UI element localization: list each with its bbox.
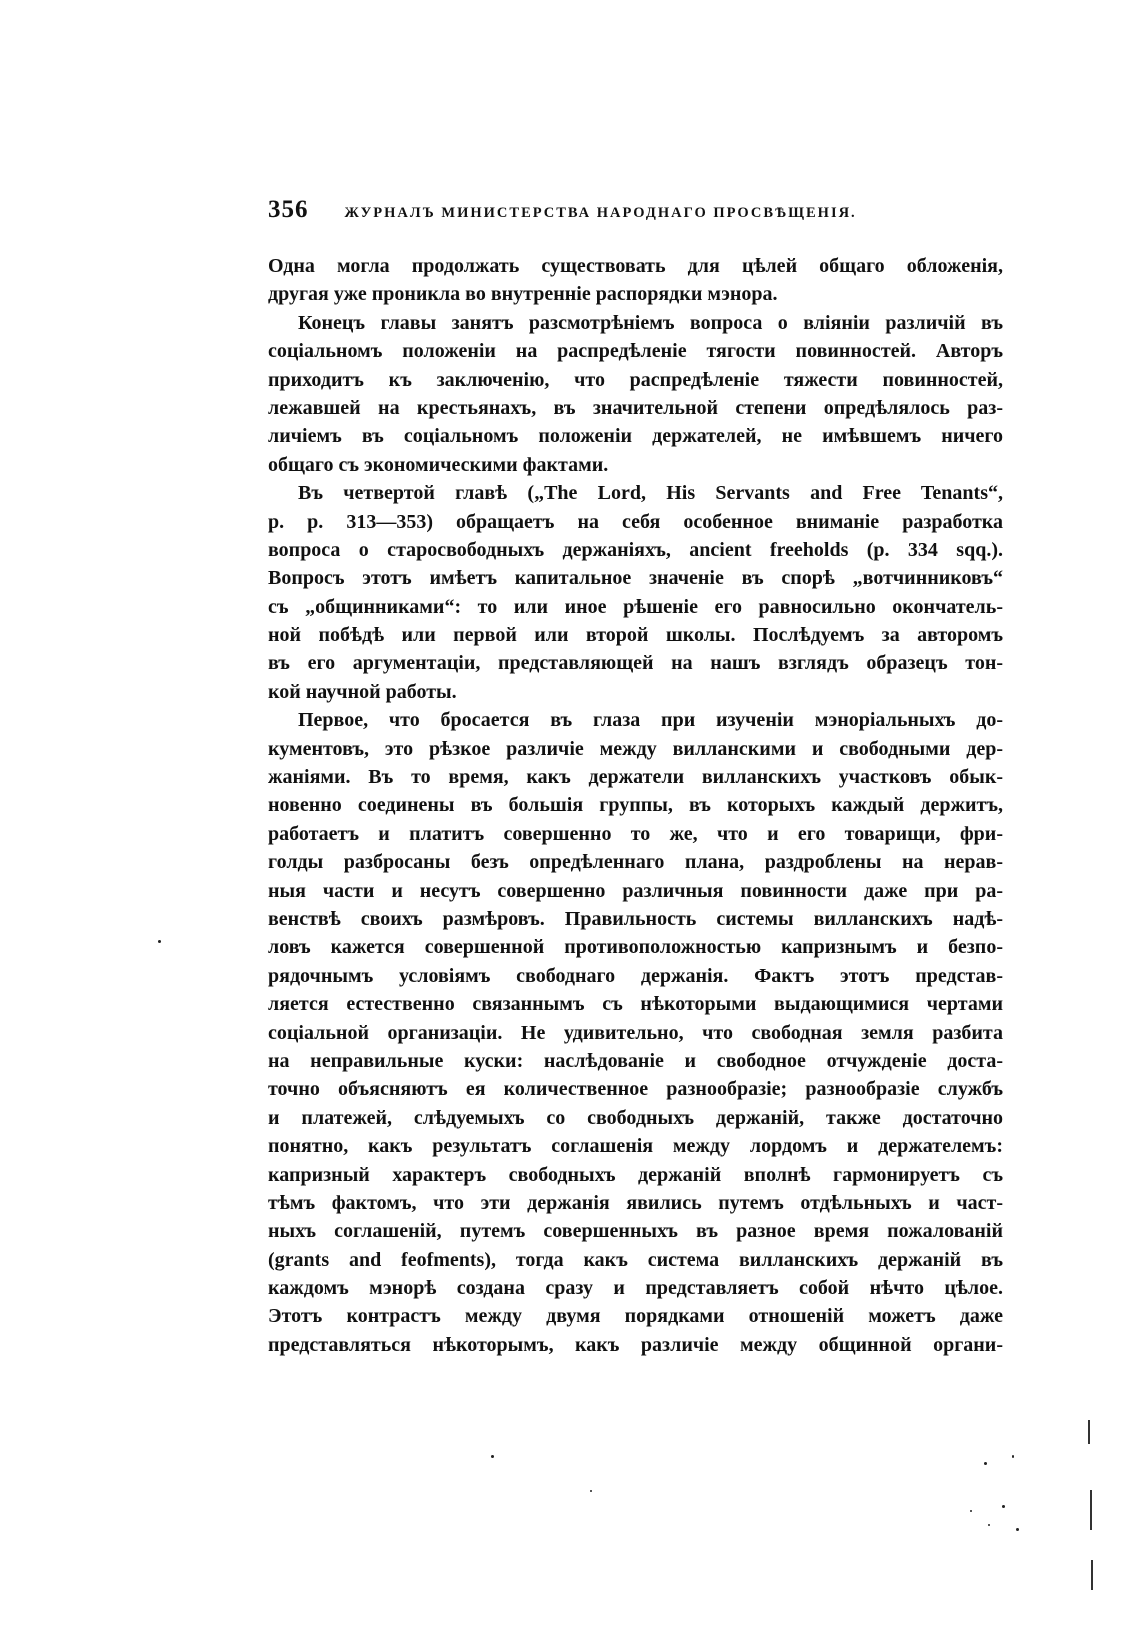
text-line: Вопросъ этотъ имѣетъ капитальное значеніе въ спорѣ „вотчинниковъ“: [268, 567, 1003, 590]
text-line: представляться нѣкоторымъ, какъ различіе между общинной органи-: [268, 1333, 1003, 1356]
text-line: и платежей, слѣдуемыхъ со свободныхъ держаній, также достаточно: [268, 1106, 1003, 1129]
running-title: ЖУРНАЛЪ МИНИСТЕРСТВА НАРОДНАГО ПРОСВѢЩЕНІЯ.: [344, 205, 857, 221]
text-line: Этотъ контрастъ между двумя порядками отношеній можетъ даже: [268, 1305, 1003, 1328]
scan-speck: [1012, 1455, 1014, 1458]
text-line: ляется естественно связаннымъ съ нѣкоторыми выдающимися чертами: [268, 993, 1003, 1016]
scan-speck: [1016, 1528, 1019, 1531]
text-line: капризный характеръ свободныхъ держаній вполнѣ гармонируетъ съ: [268, 1163, 1003, 1186]
text-line: ной побѣдѣ или первой или второй школы. Послѣдуемъ за авторомъ: [268, 624, 1003, 647]
scan-speck: [1002, 1505, 1005, 1508]
text-line: тѣмъ фактомъ, что эти держанія явились путемъ отдѣльныхъ и част-: [268, 1191, 1003, 1214]
text-line: въ его аргументаціи, представляющей на нашъ взглядъ образецъ тон-: [268, 652, 1003, 675]
text-line: ныхъ соглашеній, путемъ совершенныхъ въ разное время пожалованій: [268, 1220, 1003, 1243]
text-line: рядочнымъ условіямъ свободнаго держанія. Фактъ этотъ представ-: [268, 964, 1003, 987]
text-line: на неправильные куски: наслѣдованіе и свободное отчужденіе доста-: [268, 1049, 1003, 1072]
scan-mark: [1091, 1560, 1093, 1590]
text-line: новенно соединены въ большія группы, въ которыхъ каждый держитъ,: [268, 794, 1003, 817]
text-line: Конецъ главы занятъ разсмотрѣніемъ вопроса о вліяніи различiй въ: [298, 311, 1003, 334]
scan-mark: [1090, 1490, 1092, 1530]
text-line: приходитъ къ заключенію, что распредѣленіе тяжести повинностей,: [268, 368, 1003, 391]
text-line: соціальномъ положеніи на распредѣленiе тягости повинностей. Авторъ: [268, 340, 1003, 363]
text-line: общаго съ экономическими фактами.: [268, 453, 609, 476]
text-line: каждомъ мэнорѣ создана сразу и представляетъ собой нѣчто цѣлое.: [268, 1277, 1003, 1300]
text-line: ныя части и несутъ совершенно различныя повинности даже при ра-: [268, 879, 1003, 902]
scan-speck: [988, 1524, 990, 1526]
scan-speck: [984, 1462, 987, 1465]
text-line: понятно, какъ результатъ соглашенія между лордомъ и держателемъ:: [268, 1135, 1003, 1158]
text-line: венствѣ своихъ размѣровъ. Правильность системы вилланскихъ надѣ-: [268, 907, 1003, 930]
scan-speck: [590, 1490, 592, 1492]
text-line: Первое, что бросается въ глаза при изученіи мэноріальныхъ до-: [298, 709, 1003, 732]
text-line: другая уже проникла во внутреннiе распорядки мэнора.: [268, 283, 778, 306]
text-line: p. p. 313—353) обращаетъ на себя особенное вниманіе разработка: [268, 510, 1003, 533]
text-line: съ „общинниками“: то или иное рѣшеніе его равносильно окончатель-: [268, 595, 1003, 618]
text-line: кументовъ, это рѣзкое различіе между вилланскими и свободными дер-: [268, 737, 1003, 760]
text-line: лежавшей на крестьянахъ, въ значительной степени опредѣлялось раз-: [268, 396, 1003, 419]
text-line: личіемъ въ соціальномъ положеніи держателей, не имѣвшемъ ничего: [268, 425, 1003, 448]
scan-speck: [158, 940, 161, 943]
text-line: (grants and feofments), тогда какъ система вилланскихъ держаній въ: [268, 1248, 1003, 1271]
body-text: [268, 252, 1003, 1359]
text-line: Въ четвертой главѣ („The Lord, His Servants and Free Tenants“,: [298, 482, 1003, 505]
text-line: кой научной работы.: [268, 680, 457, 703]
text-line: ловъ кажется совершенной противоположностью капризнымъ и безпо-: [268, 936, 1003, 959]
scan-mark: [1088, 1420, 1090, 1444]
text-line: точно объясняютъ ея количественное разнообразіе; разнообразіе службъ: [268, 1078, 1003, 1101]
scan-speck: [491, 1455, 494, 1458]
page-number: 356: [268, 196, 309, 223]
text-line: соціальной организаціи. Не удивительно, что свободная земля разбита: [268, 1021, 1003, 1044]
scan-speck: [970, 1510, 972, 1512]
text-line: жаніями. Въ то время, какъ держатели вилланскихъ участковъ обык-: [268, 766, 1003, 789]
text-line: вопроса о старосвободныхъ держаніяхъ, ancient freeholds (p. 334 sqq.).: [268, 538, 1003, 561]
text-line: работаетъ и платитъ совершенно то же, что и его товарищи, фри-: [268, 822, 1003, 845]
text-line: Одна могла продолжать существовать для цѣлей общаго обложенія,: [268, 255, 1003, 277]
text-line: голды разбросаны безъ опредѣленнаго плана, раздроблены на нерав-: [268, 851, 1003, 874]
page-header: [268, 196, 1003, 226]
